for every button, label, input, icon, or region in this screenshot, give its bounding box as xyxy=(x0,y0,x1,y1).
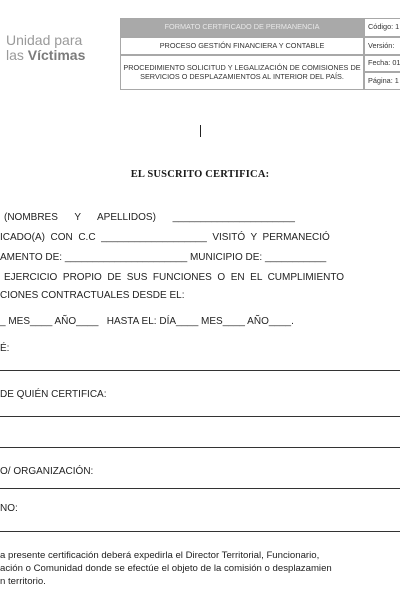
fecha-label: Fecha: 01 xyxy=(364,55,400,72)
procedure-name: PROCEDIMIENTO SOLICITUD Y LEGALIZACIÓN DE COMISIONES DE SERVICIOS O DESPLAZAMIENTOS AL INTERIOR DEL PAÍS. xyxy=(120,55,364,90)
pagina-label: Página: 1 xyxy=(364,72,400,90)
version-label: Versión: xyxy=(364,37,400,55)
observations-label: É: xyxy=(0,343,10,354)
note-line1: a presente certificación deberá expedirla el Director Territorial, Funcionario, xyxy=(0,550,320,561)
process-name: PROCESO GESTIÓN FINANCIERA Y CONTABLE xyxy=(120,37,364,55)
logo-prefix: las xyxy=(6,47,28,63)
format-title: FORMATO CERTIFICADO DE PERMANENCIA xyxy=(120,18,364,37)
dates-line: _ MES____ AÑO____ HASTA EL: DÍA____ MES____ AÑO____. xyxy=(0,316,294,327)
observations-underline xyxy=(0,370,400,371)
logo-text-line2 xyxy=(6,47,85,63)
text-cursor xyxy=(200,125,201,137)
field-cc-line: ICADO(A) CON C.C ___________________ VISITÓ Y PERMANECIÓ xyxy=(0,232,330,243)
certificate-heading: EL SUSCRITO CERTIFICA: xyxy=(130,169,270,180)
certifier-underline-1 xyxy=(0,416,400,417)
phone-label: NO: xyxy=(0,503,18,514)
note-line3: n territorio. xyxy=(0,576,46,587)
logo-bold: Víctimas xyxy=(27,47,86,63)
logo-text-line1: Unidad para xyxy=(6,32,83,48)
header-table xyxy=(120,18,400,100)
codigo-label: Código: 1 xyxy=(364,18,400,37)
phone-underline xyxy=(0,531,400,532)
field-department-line: AMENTO DE: ______________________ MUNICIPIO DE: ___________ xyxy=(0,252,327,263)
entity-label: O/ ORGANIZACIÓN: xyxy=(0,466,94,477)
certifier-underline-2 xyxy=(0,447,400,448)
field-names-line: (NOMBRES Y APELLIDOS) ______________________ xyxy=(4,212,295,223)
contract-line: CIONES CONTRACTUALES DESDE EL: xyxy=(0,290,185,301)
certifier-name-label: DE QUIÉN CERTIFICA: xyxy=(0,389,107,400)
functions-line: EJERCICIO PROPIO DE SUS FUNCIONES O EN EL CUMPLIMIENTO xyxy=(4,272,345,283)
note-line2: ación o Comunidad donde se efectúe el objeto de la comisión o desplazamien xyxy=(0,563,332,574)
entity-underline xyxy=(0,488,400,489)
